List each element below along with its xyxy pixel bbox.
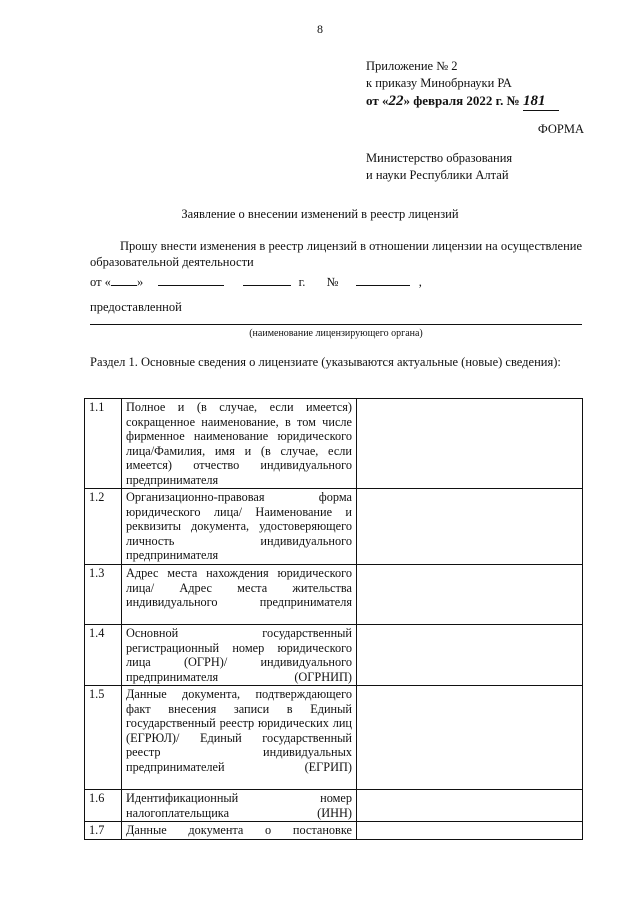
provided-label: предоставленной <box>90 300 182 314</box>
row-label: Идентификационный номер налогоплательщика (ИНН) <box>122 790 357 822</box>
date-from-label: от « <box>90 275 111 289</box>
row-label: Организационно-правовая форма юридического лица/ Наименование и реквизиты документа, удостоверяющего личность индивидуального предпринимателя <box>122 489 357 565</box>
table-row <box>85 489 583 565</box>
row-number: 1.4 <box>85 625 122 686</box>
table-row <box>85 399 583 489</box>
appendix-order-line <box>366 92 559 111</box>
document-title: Заявление о внесении изменений в реестр лицензий <box>181 207 459 221</box>
order-date-mid: » февраля 2022 г. № <box>403 93 523 108</box>
row-number: 1.5 <box>85 686 122 790</box>
table-row <box>85 686 583 790</box>
licensee-info-table <box>84 398 583 840</box>
row-label: Основной государственный регистрационный номер юридического лица (ОГРН)/ индивидуального предпринимателя (ОГРНИП) <box>122 625 357 686</box>
month-blank[interactable] <box>158 273 224 286</box>
table-row <box>85 625 583 686</box>
day-blank[interactable] <box>111 273 137 286</box>
date-line-comma: , <box>418 275 422 289</box>
handwritten-order-number: 181 <box>523 93 559 111</box>
table-row <box>85 790 583 822</box>
licensing-authority-caption: (наименование лицензирующего органа) <box>249 328 423 339</box>
row-label: Адрес места нахождения юридического лица/ Адрес места жительства индивидуального предпринимателя <box>122 565 357 625</box>
number-sign: № <box>326 275 339 289</box>
appendix-line1: Приложение № 2 <box>366 59 458 73</box>
intro-paragraph: Прошу внести изменения в реестр лицензий в отношении лицензии на осуществление образовательной деятельности <box>90 239 582 269</box>
ministry-line1: Министерство образования <box>366 151 513 165</box>
row-value-cell[interactable] <box>357 686 583 790</box>
row-number: 1.7 <box>85 822 122 840</box>
ministry-block <box>366 150 512 184</box>
appendix-header <box>366 58 559 111</box>
page-number: 8 <box>317 22 323 36</box>
date-close-quote: » <box>136 275 144 289</box>
row-value-cell[interactable] <box>357 822 583 840</box>
row-value-cell[interactable] <box>357 489 583 565</box>
row-value-cell[interactable] <box>357 399 583 489</box>
row-number: 1.6 <box>85 790 122 822</box>
row-value-cell[interactable] <box>357 625 583 686</box>
row-label: Данные документа о постановке <box>122 822 357 840</box>
row-number: 1.3 <box>85 565 122 625</box>
year-blank[interactable] <box>243 273 291 286</box>
row-number: 1.2 <box>85 489 122 565</box>
section-1-heading: Раздел 1. Основные сведения о лицензиате (указываются актуальные (новые) сведения): <box>90 355 561 369</box>
year-label: г. <box>298 275 306 289</box>
appendix-line2: к приказу Минобрнауки РА <box>366 76 512 90</box>
handwritten-day: 22 <box>388 93 404 109</box>
license-date-line <box>90 273 422 290</box>
table-row <box>85 565 583 625</box>
row-value-cell[interactable] <box>357 790 583 822</box>
row-label: Полное и (в случае, если имеется) сокращенное наименование, в том числе фирменное наименование юридического лица/Фамилия, имя и (в случае, если имеется) отчество индивидуального предпринимателя <box>122 399 357 489</box>
form-label: ФОРМА <box>537 122 584 136</box>
row-value-cell[interactable] <box>357 565 583 625</box>
license-number-blank[interactable] <box>356 273 410 286</box>
row-number: 1.1 <box>85 399 122 489</box>
licensing-authority-line[interactable] <box>90 324 582 325</box>
ministry-line2: и науки Республики Алтай <box>366 168 509 182</box>
row-label: Данные документа, подтверждающего факт внесения записи в Единый государственный реестр юридических лиц (ЕГРЮЛ)/ Единый государственный реестр индивидуальных предпринимателей (ЕГРИП) <box>122 686 357 790</box>
table-row <box>85 822 583 840</box>
order-date-prefix: от « <box>366 93 389 108</box>
